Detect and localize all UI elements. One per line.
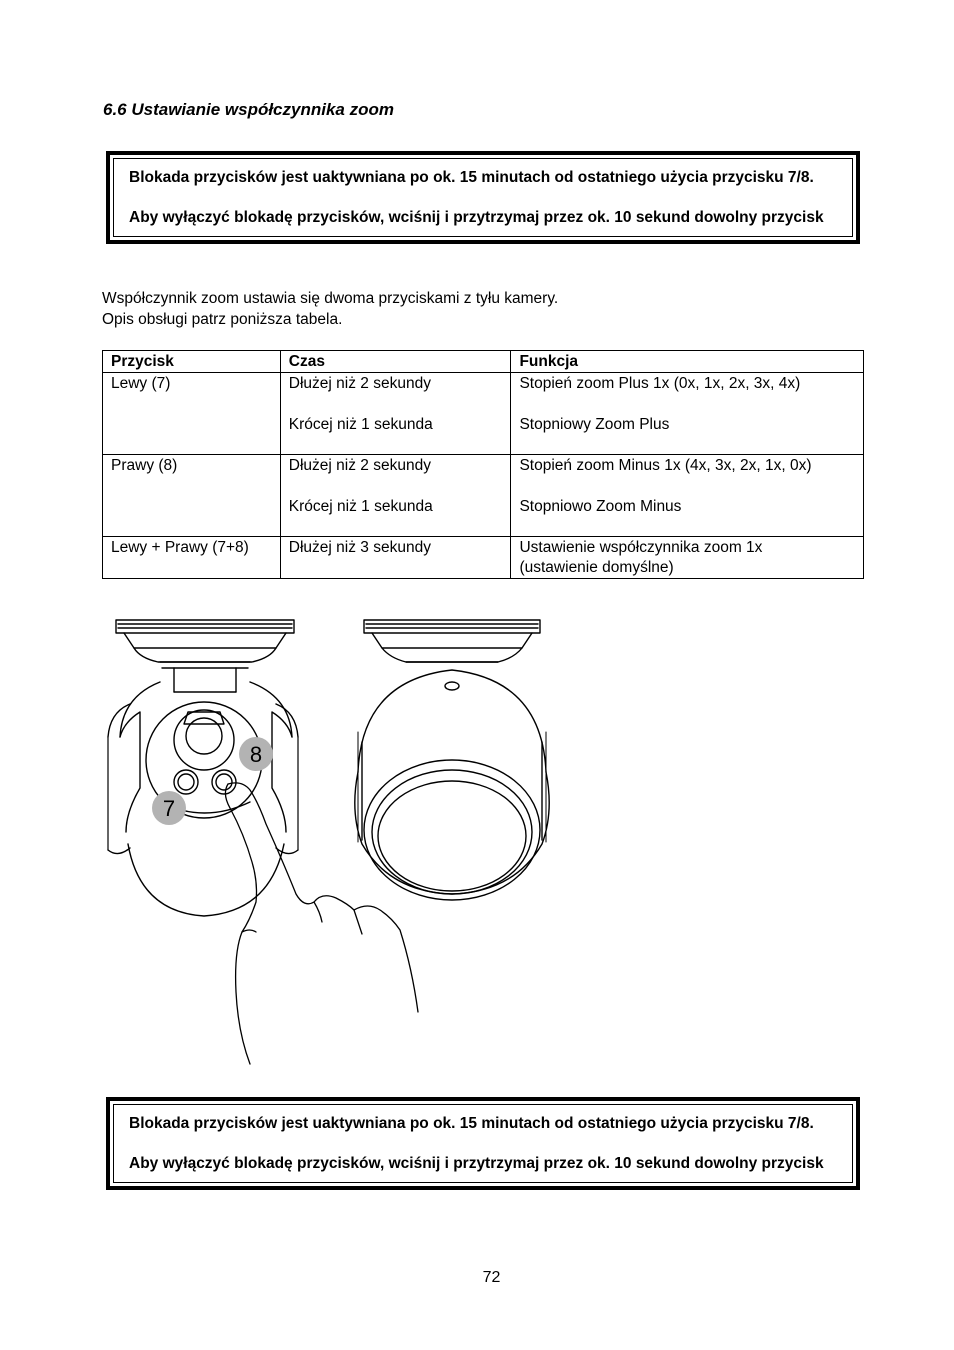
button-label-8	[239, 737, 273, 771]
intro-line2: Opis obsługi patrz poniższa tabela.	[102, 310, 343, 328]
header-button: Przycisk	[103, 351, 281, 373]
camera-rear-view	[108, 620, 298, 916]
note-box-top	[106, 151, 860, 244]
cell-time	[280, 373, 511, 455]
table-row	[103, 373, 864, 455]
header-function: Funkcja	[511, 351, 864, 373]
cell-function-line2: (ustawienie domyślne)	[519, 559, 674, 576]
cell-button: Lewy (7)	[103, 373, 281, 455]
camera-front-view	[355, 620, 549, 900]
camera-illustration	[100, 612, 560, 1074]
table-row	[103, 455, 864, 537]
cell-function-short: Stopniowo Zoom Minus	[519, 498, 682, 515]
cell-function	[511, 537, 864, 579]
note-box-top-inner	[113, 158, 853, 237]
cell-function-long: Stopień zoom Plus 1x (0x, 1x, 2x, 3x, 4x)	[519, 375, 801, 392]
table-header-row	[103, 351, 864, 373]
cell-function-line1: Ustawienie współczynnika zoom 1x	[519, 539, 763, 556]
note-bottom-line1: Blokada przycisków jest uaktywniana po ok. 15 minutach od ostatniego użycia przycisku 7/8.	[129, 1115, 814, 1132]
cell-time-short: Krócej niż 1 sekunda	[288, 416, 433, 433]
svg-text:8: 8	[249, 742, 263, 767]
cell-time-long: Dłużej niż 2 sekundy	[288, 375, 431, 392]
cell-button: Prawy (8)	[103, 455, 281, 537]
cell-function	[511, 455, 864, 537]
cell-gap	[519, 476, 855, 497]
cell-time-long: Dłużej niż 2 sekundy	[288, 457, 431, 474]
note-box-bottom-inner	[113, 1104, 853, 1183]
cell-time	[280, 455, 511, 537]
cell-gap	[289, 394, 503, 415]
intro-line1: Współczynnik zoom ustawia się dwoma przyciskami z tyłu kamery.	[102, 290, 559, 307]
cell-gap	[289, 476, 503, 497]
section-heading: 6.6 Ustawianie współczynnika zoom	[103, 100, 394, 119]
cell-time: Dłużej niż 3 sekundy	[280, 537, 511, 579]
cell-time-short: Krócej niż 1 sekunda	[288, 498, 433, 515]
cell-function-long: Stopień zoom Minus 1x (4x, 3x, 2x, 1x, 0x)	[519, 457, 812, 474]
cell-function	[511, 373, 864, 455]
cell-button: Lewy + Prawy (7+8)	[103, 537, 281, 579]
button-function-table	[102, 350, 864, 579]
cell-function-short: Stopniowy Zoom Plus	[519, 416, 670, 433]
note-box-bottom	[106, 1097, 860, 1190]
cell-gap	[519, 394, 855, 415]
note-bottom-line2: Aby wyłączyć blokadę przycisków, wciśnij i przytrzymaj przez ok. 10 sekund dowolny przycisk	[129, 1155, 824, 1172]
hand-pressing-button	[225, 783, 418, 1064]
button-label-7	[152, 791, 186, 825]
note-top-line1: Blokada przycisków jest uaktywniana po ok. 15 minutach od ostatniego użycia przycisku 7/8.	[129, 169, 814, 186]
page-number: 72	[482, 1269, 501, 1286]
svg-text:7: 7	[162, 796, 176, 821]
table-row	[103, 537, 864, 579]
header-time: Czas	[280, 351, 511, 373]
intro-text	[102, 289, 558, 330]
note-top-line2: Aby wyłączyć blokadę przycisków, wciśnij i przytrzymaj przez ok. 10 sekund dowolny przycisk	[129, 209, 824, 226]
